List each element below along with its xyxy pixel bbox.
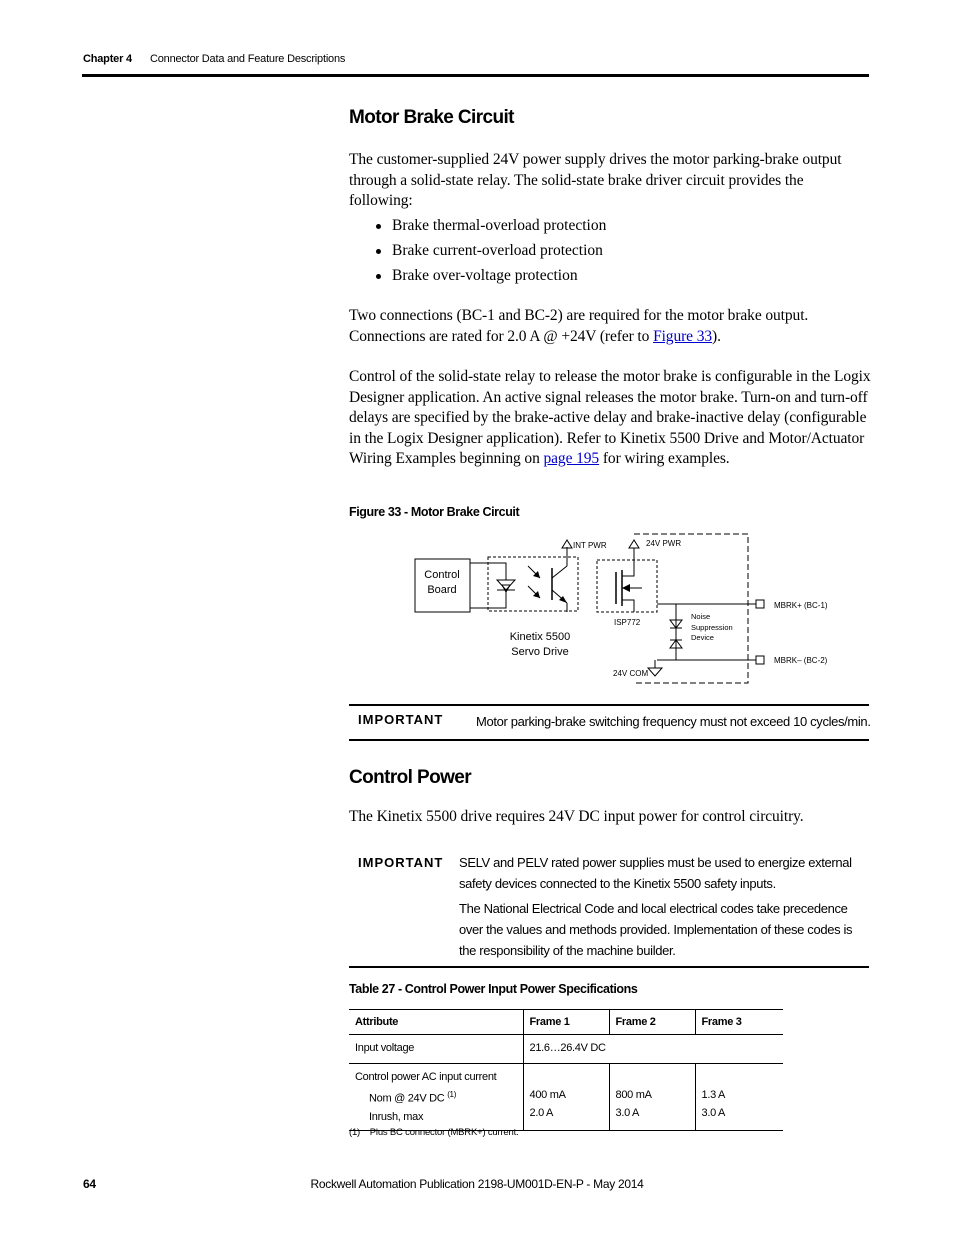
footnote-text: Plus BC connector (MBRK+) current. <box>369 1127 519 1138</box>
table-cell <box>349 1064 523 1131</box>
attribute-sub-label <box>355 1086 517 1108</box>
cell-value: 2.0 A <box>529 1107 554 1119</box>
cell-value: 1.3 A <box>701 1089 726 1101</box>
section-heading-control-power: Control Power <box>349 767 472 788</box>
page-number: 64 <box>83 1177 96 1191</box>
noise-label-1: Noise <box>691 612 711 621</box>
noise-label-2: Suppression <box>691 623 733 632</box>
table-header: Frame 1 <box>523 1010 609 1035</box>
table-caption: Table 27 - Control Power Input Power Specifications <box>349 982 638 996</box>
cell-value: 800 mA <box>615 1089 652 1101</box>
table-header-row <box>349 1010 783 1035</box>
table-cell <box>695 1064 783 1131</box>
table-cell: 21.6…26.4V DC <box>523 1035 783 1064</box>
header-rule <box>82 74 869 77</box>
list-item: Brake over-voltage protection <box>372 263 852 288</box>
isp-label: ISP772 <box>614 618 641 627</box>
list-item: Brake current-overload protection <box>372 238 852 263</box>
control-power-spec-table <box>349 1009 783 1131</box>
attribute-sub-label: Inrush, max <box>369 1110 424 1123</box>
drive-label-2: Servo Drive <box>511 646 569 658</box>
attribute-label: Control power AC input current <box>355 1071 497 1083</box>
important-text-2: The National Electrical Code and local electrical codes take precedence over the values and methods provided. Implementation of these codes is the responsibility of the machine builder. <box>459 901 853 958</box>
brake-protection-list <box>372 213 852 288</box>
table-header: Frame 2 <box>609 1010 695 1035</box>
chapter-title: Connector Data and Feature Descriptions <box>150 53 346 65</box>
table-row <box>349 1064 783 1131</box>
com-24v-label: 24V COM <box>613 669 649 678</box>
table-cell: Input voltage <box>349 1035 523 1064</box>
control-power-intro: The Kinetix 5500 drive requires 24V DC input power for control circuitry. <box>349 808 804 825</box>
figure-caption: Figure 33 - Motor Brake Circuit <box>349 505 520 519</box>
paragraph-text: ). <box>712 327 721 345</box>
cell-value: 400 mA <box>529 1089 566 1101</box>
table-row <box>349 1035 783 1064</box>
motor-brake-connections-paragraph <box>349 306 869 347</box>
motor-brake-intro: The customer-supplied 24V power supply drives the motor parking-brake output through a solid-state relay. The solid-state brake driver circuit provides the following: <box>349 151 842 209</box>
page-195-link[interactable]: page 195 <box>543 450 600 467</box>
important-label: IMPORTANT <box>358 855 444 870</box>
table-cell <box>609 1064 695 1131</box>
control-board-label-1: Control <box>424 569 460 581</box>
motor-brake-circuit-diagram <box>400 528 840 693</box>
mbrk-minus-label: MBRK– (BC-2) <box>774 656 828 665</box>
list-item: Brake thermal-overload protection <box>372 213 852 238</box>
important-text-1: SELV and PELV rated power supplies must be used to energize external safety devices connected to the Kinetix 5500 safety inputs. <box>459 855 852 891</box>
motor-brake-control-paragraph <box>349 367 871 470</box>
pwr-24v-arrow-icon <box>629 540 639 548</box>
noise-label-3: Device <box>691 633 714 642</box>
important-text: Motor parking-brake switching frequency must not exceed 10 cycles/min. <box>476 714 871 729</box>
important-label: IMPORTANT <box>358 712 444 727</box>
attribute-sub-text: Nom @ 24V DC <box>369 1092 445 1105</box>
important-box-bottom-rule <box>349 966 869 968</box>
cell-value: 3.0 A <box>615 1107 640 1119</box>
mbrk-plus-terminal <box>756 600 764 608</box>
table-footnote <box>349 1127 518 1138</box>
publication-footer: Rockwell Automation Publication 2198-UM001D-EN-P - May 2014 <box>310 1177 644 1191</box>
int-pwr-label: INT PWR <box>573 541 607 550</box>
cell-value: 3.0 A <box>701 1107 726 1119</box>
table-cell <box>523 1064 609 1131</box>
figure-33-link[interactable]: Figure 33 <box>653 327 713 345</box>
mbrk-plus-label: MBRK+ (BC-1) <box>774 601 828 610</box>
pwr-24v-label: 24V PWR <box>646 539 682 548</box>
paragraph-text: for wiring examples. <box>599 450 730 467</box>
section-heading-motor-brake: Motor Brake Circuit <box>349 107 514 128</box>
footnote-marker: (1) <box>349 1127 361 1138</box>
paragraph-text: Control of the solid-state relay to release the motor brake is configurable in the Logix Designer application. An active signal releases the motor brake. Turn-on and turn-off delays are specified by the brake-active delay and brake-inactive delay (configurable in the Logix Designer application). Refer to Kinetix 5500 Drive and Motor/Actuator Wiring Examples beginning on <box>349 368 871 467</box>
drive-label-1: Kinetix 5500 <box>509 631 571 643</box>
table-header: Frame 3 <box>695 1010 783 1035</box>
important-box-top-rule <box>349 704 869 706</box>
table-header: Attribute <box>349 1010 523 1035</box>
int-pwr-arrow-icon <box>562 540 572 548</box>
footnote-ref: (1) <box>447 1090 457 1099</box>
ground-com-icon <box>648 668 662 676</box>
important-box-bottom-rule <box>349 739 869 741</box>
chapter-label: Chapter 4 <box>83 53 132 65</box>
control-board-label-2: Board <box>427 584 457 596</box>
paragraph-text: Two connections (BC-1 and BC-2) are required for the motor brake output. Connections are rated for 2.0 A @ +24V (refer to <box>349 307 809 345</box>
mbrk-minus-terminal <box>756 656 764 664</box>
